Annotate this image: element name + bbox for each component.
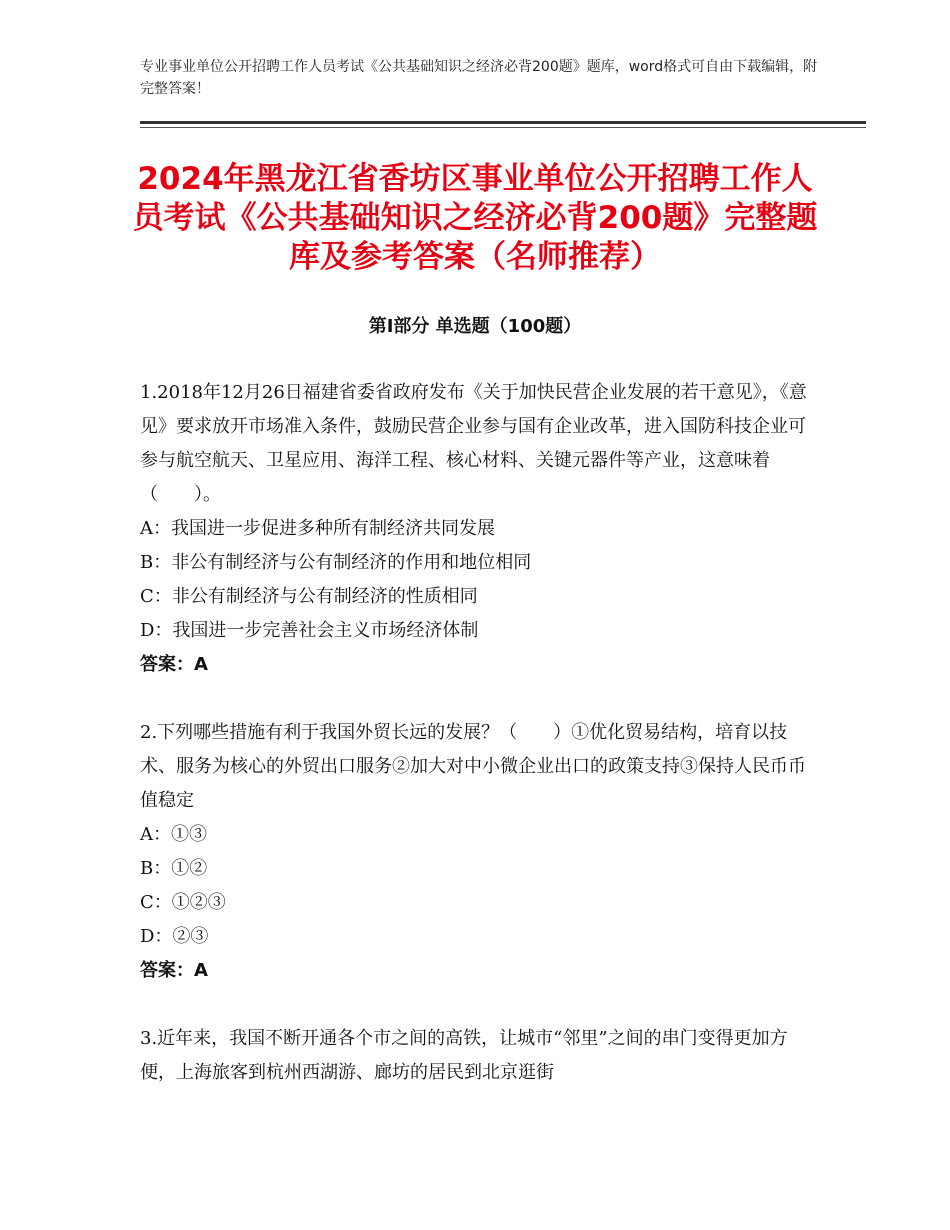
question-text: 2.下列哪些措施有利于我国外贸长远的发展？（ ）①优化贸易结构，培育以技术、服务为核心的外贸出口服务②加大对中小微企业出口的政策支持③保持人民币币值稳定 xyxy=(140,722,806,811)
answer: 答案：A xyxy=(140,654,208,675)
option-c: C：①②③ xyxy=(140,892,226,913)
question-text: 3.近年来，我国不断开通各个市之间的高铁，让城市“邻里”之间的串门变得更加方便，上海旅客到杭州西湖游、廊坊的居民到北京逛街 xyxy=(140,1028,788,1083)
question-2 xyxy=(140,716,810,988)
header-note: 专业事业单位公开招聘工作人员考试《公共基础知识之经济必背200题》题库，word格式可自由下载编辑，附完整答案！ xyxy=(140,59,818,97)
option-d: D：②③ xyxy=(140,926,209,947)
section-title: 第Ⅰ部分 单选题（100题） xyxy=(368,316,582,337)
question-3 xyxy=(140,1022,810,1090)
question-text: 1.2018年12月26日福建省委省政府发布《关于加快民营企业发展的若干意见》，《意见》要求放开市场准入条件，鼓励民营企业参与国有企业改革，进入国防科技企业可参与航空航天、卫星应用、海洋工程、核心材料、关键元器件等产业，这意味着（ ）。 xyxy=(140,382,807,505)
option-b: B：①② xyxy=(140,858,208,879)
option-a: A：我国进一步促进多种所有制经济共同发展 xyxy=(140,518,495,539)
option-b: B：非公有制经济与公有制经济的作用和地位相同 xyxy=(140,552,532,573)
question-list xyxy=(140,376,810,1124)
question-1 xyxy=(140,376,810,682)
option-d: D：我国进一步完善社会主义市场经济体制 xyxy=(140,620,479,641)
option-a: A：①③ xyxy=(140,824,207,845)
option-c: C：非公有制经济与公有制经济的性质相同 xyxy=(140,586,478,607)
answer: 答案：A xyxy=(140,960,208,981)
header-rule-thick xyxy=(140,121,866,124)
document-title: 2024年黑龙江省香坊区事业单位公开招聘工作人员考试《公共基础知识之经济必背200题》完整题库及参考答案（名师推荐） xyxy=(132,161,818,275)
header-rule-thin xyxy=(140,127,866,128)
